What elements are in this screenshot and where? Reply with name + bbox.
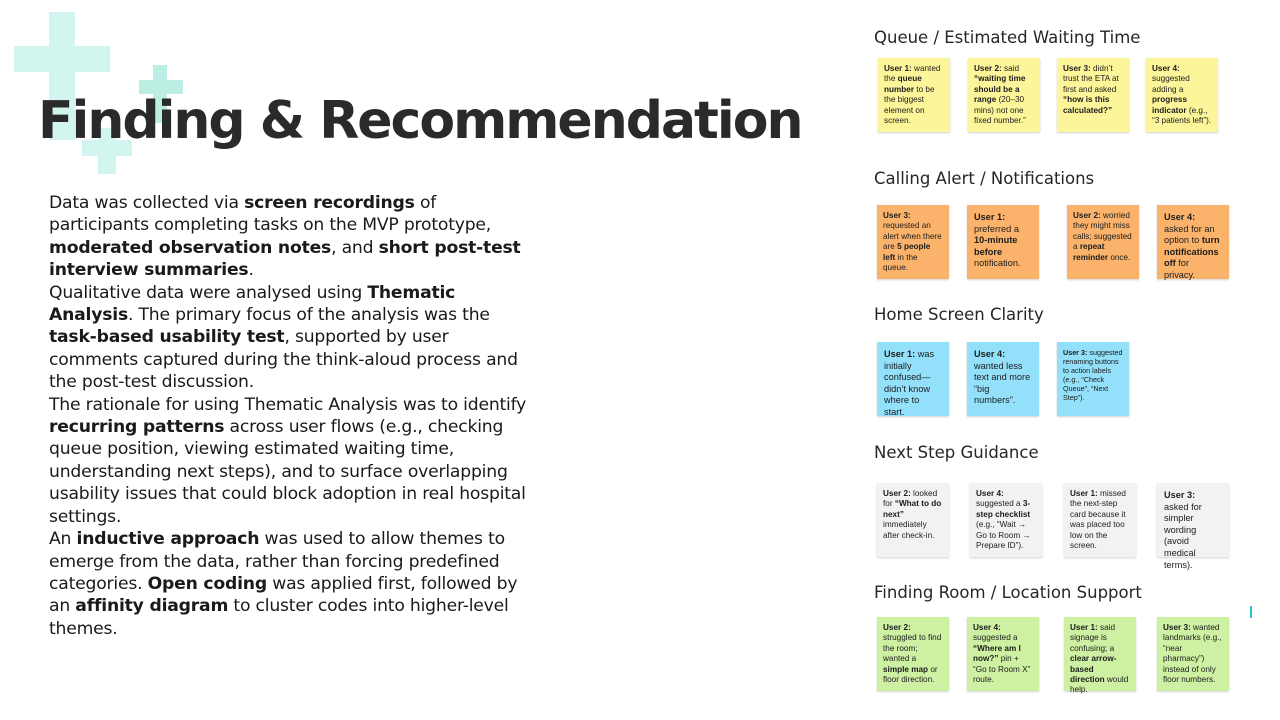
body-paragraph-analysis-method: Qualitative data were analysed using Thematic Analysis. The primary focus of the analysis was the task-based usability test, supported by user comments captured during the think-aloud process and the post-test discussion. — [49, 282, 518, 393]
sticky-note: User 4: suggested adding a progress indicator (e.g., “3 patients left”). — [1146, 58, 1218, 132]
body-paragraph-data-collection: Data was collected via screen recordings of participants completing tasks on the MVP prototype, moderated observation notes, and short post-test interview summaries. — [49, 193, 521, 281]
group-title-home-screen: Home Screen Clarity — [874, 305, 1044, 324]
sticky-note: User 3: asked for simpler wording (avoid medical terms). — [1157, 483, 1229, 557]
group-title-next-step: Next Step Guidance — [874, 443, 1039, 462]
body-paragraph-approach: An inductive approach was used to allow themes to emerge from the data, rather than forcing predefined categories. Open coding was applied first, followed by an affinity diagram to cluster codes into higher-level themes. — [49, 529, 518, 639]
page-title: Finding & Recommendation — [38, 91, 802, 151]
sticky-note: User 4: suggested a 3-step checklist (e.g., “Wait → Go to Room → Prepare ID”). — [970, 483, 1042, 557]
sticky-note: User 3: suggested renaming buttons to action labels (e.g., “Check Queue”, “Next Step”). — [1057, 342, 1129, 416]
sticky-note: User 1: said signage is confusing; a clear arrow-based direction would help. — [1064, 617, 1136, 691]
group-title-alerts: Calling Alert / Notifications — [874, 169, 1095, 188]
sticky-note: User 1: preferred a 10-minute before notification. — [967, 205, 1039, 279]
sticky-note: User 4: suggested a “Where am I now?” pin + “Go to Room X” route. — [967, 617, 1039, 691]
sticky-note: User 1: wanted the queue number to be the biggest element on screen. — [878, 58, 950, 132]
sticky-note: User 2: struggled to find the room; wanted a simple map or floor direction. — [877, 617, 949, 691]
sticky-note: User 3: wanted landmarks (e.g., “near pharmacy”) instead of only floor numbers. — [1157, 617, 1229, 691]
sticky-note: User 3: requested an alert when there are 5 people left in the queue. — [877, 205, 949, 279]
sticky-note: User 2: worried they might miss calls; suggested a repeat reminder once. — [1067, 205, 1139, 279]
sticky-note: User 2: looked for “What to do next” immediately after check-in. — [877, 483, 949, 557]
sticky-note: User 4: wanted less text and more “big numbers”. — [967, 342, 1039, 416]
group-title-location: Finding Room / Location Support — [874, 583, 1142, 602]
sticky-note: User 2: said “waiting time should be a range (20–30 mins) not one fixed number.” — [968, 58, 1040, 132]
group-title-queue: Queue / Estimated Waiting Time — [874, 28, 1141, 47]
sticky-note: User 1: missed the next-step card because it was placed too low on the screen. — [1064, 483, 1136, 557]
body-text — [49, 192, 539, 640]
body-paragraph-rationale: The rationale for using Thematic Analysis was to identify recurring patterns across user flows (e.g., checking queue position, viewing estimated waiting time, understanding next steps), and to surface overlapping usability issues that could block adoption in real hospital settings. — [49, 394, 527, 527]
sticky-note: User 3: didn’t trust the ETA at first and asked “how is this calculated?” — [1057, 58, 1129, 132]
edge-marker — [1250, 606, 1252, 618]
sticky-note: User 4: asked for an option to turn notifications off for privacy. — [1157, 205, 1229, 279]
sticky-note: User 1: was initially confused—didn’t know where to start. — [877, 342, 949, 416]
